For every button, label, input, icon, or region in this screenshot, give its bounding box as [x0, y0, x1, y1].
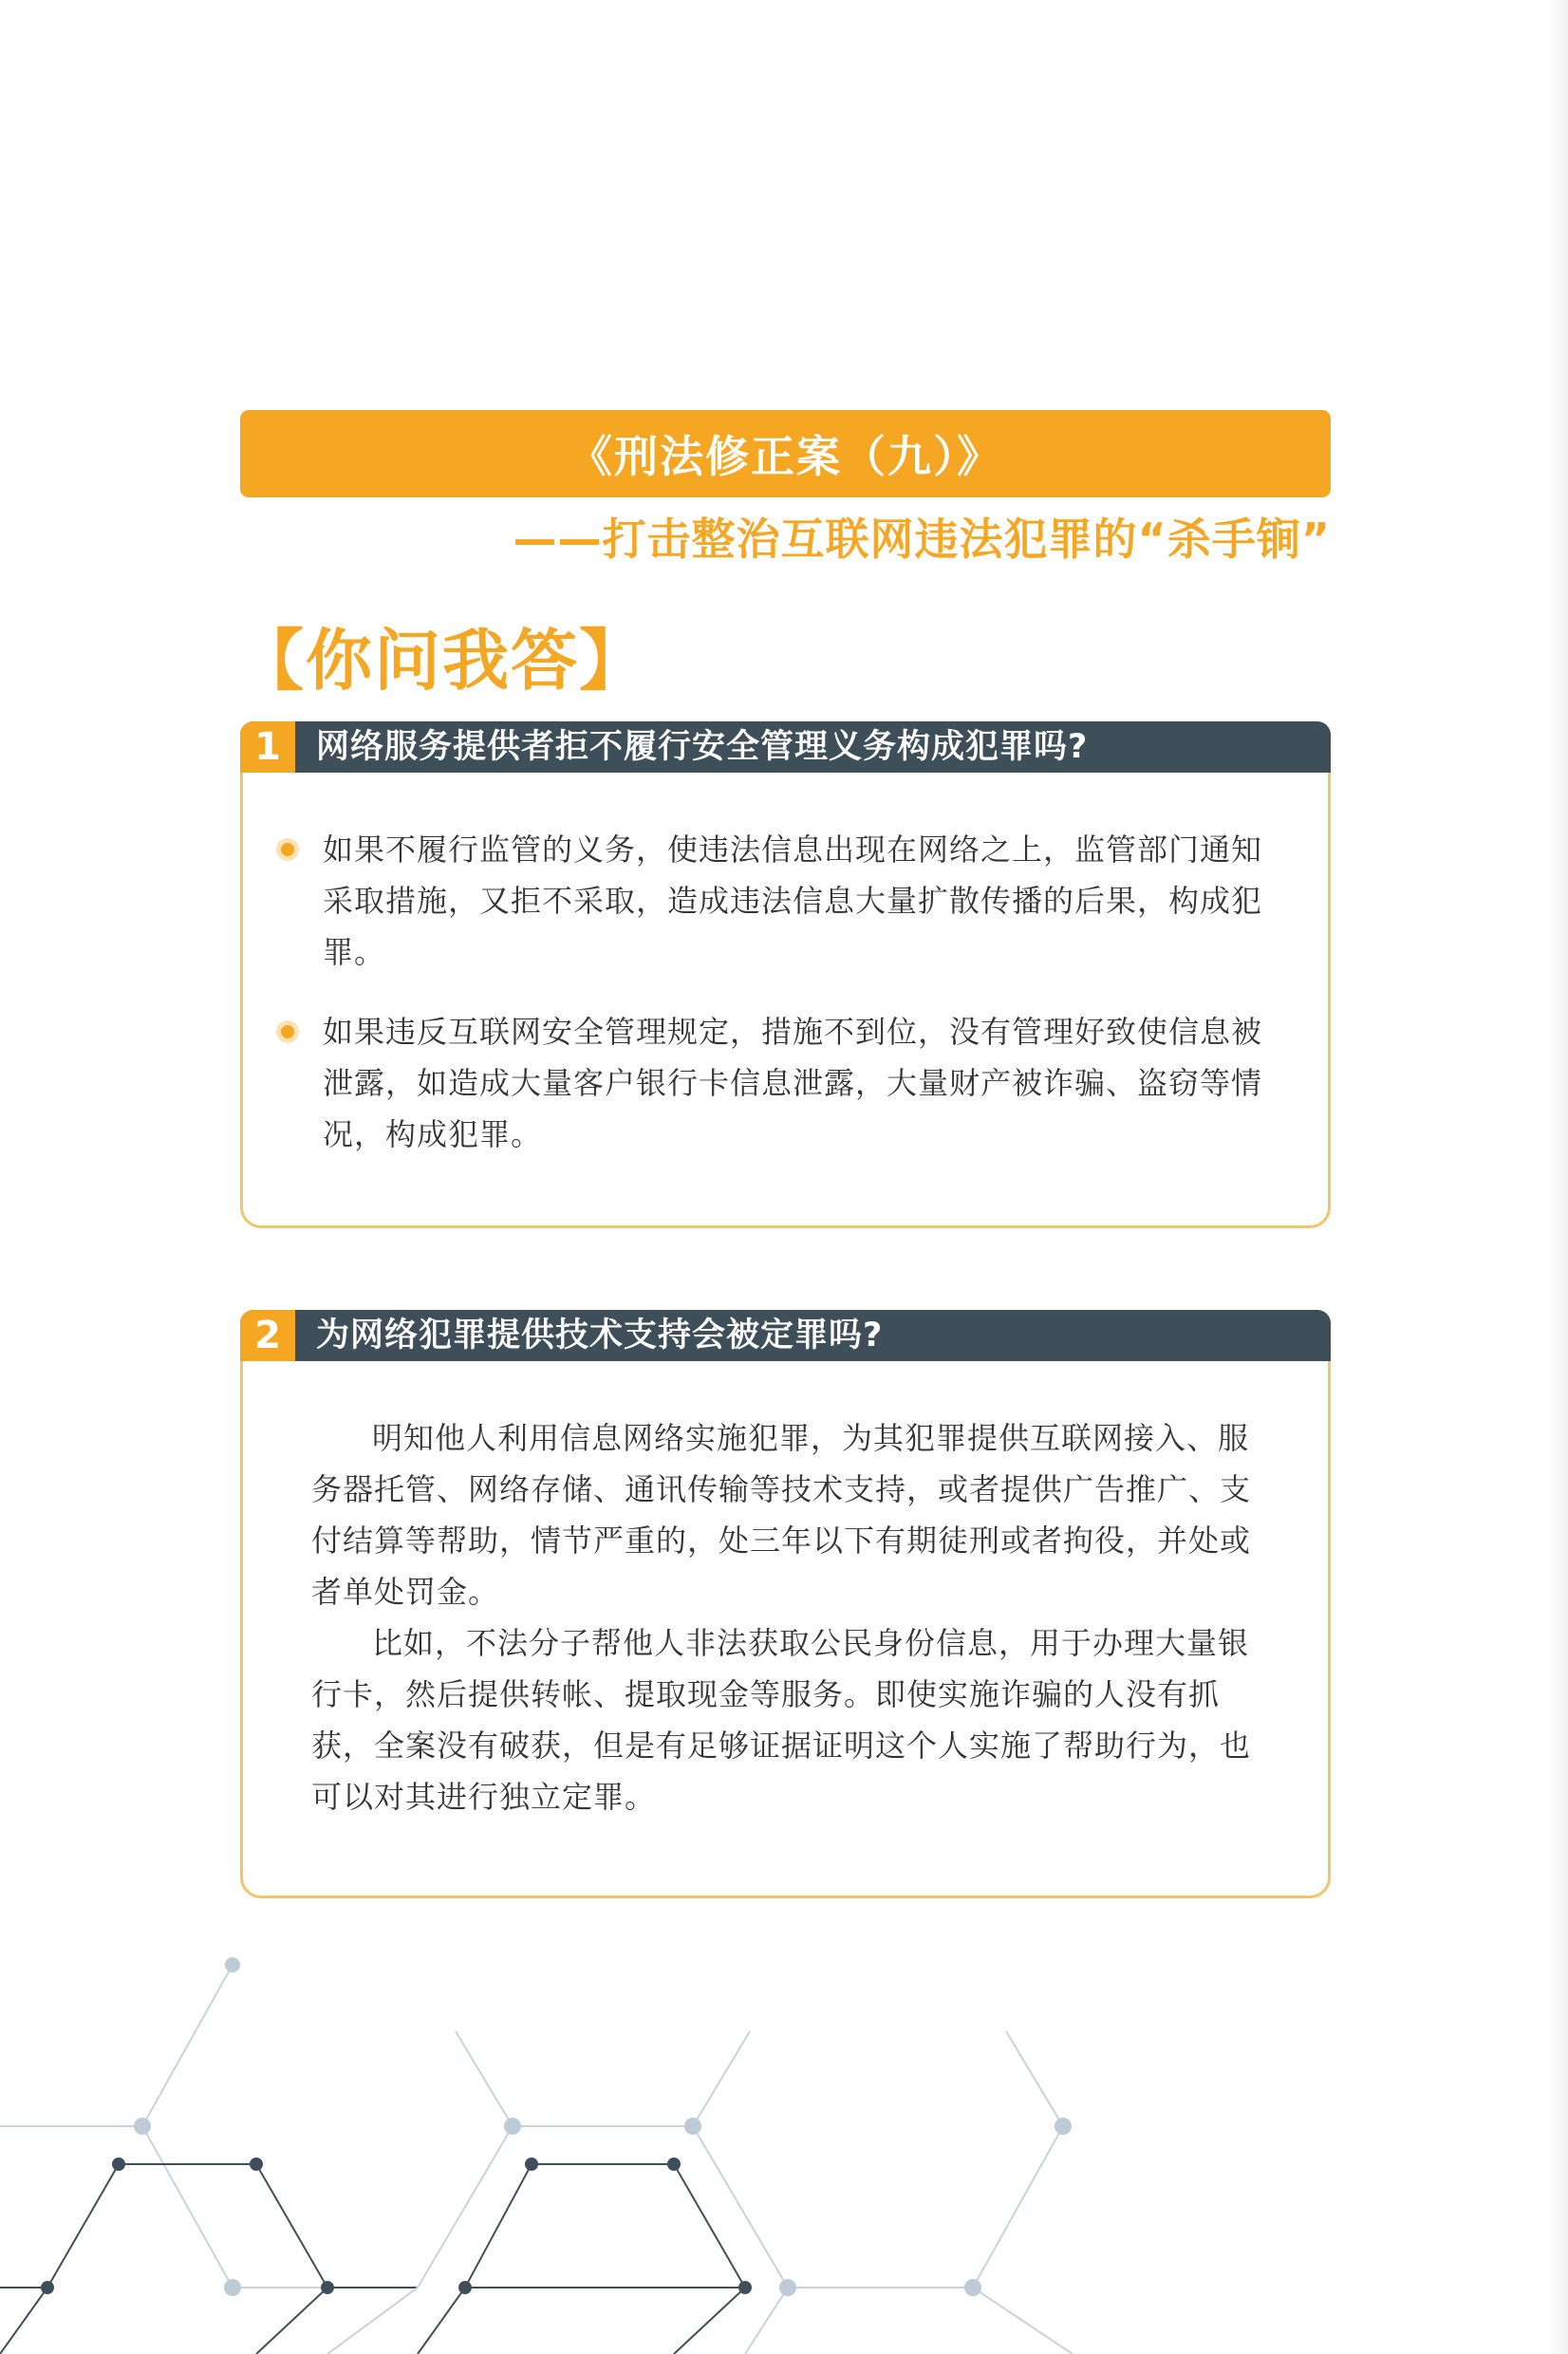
hex-node: [321, 2281, 334, 2294]
bullet-dot-icon: [281, 843, 294, 856]
hex-line: [0, 2164, 119, 2354]
question-bar: [240, 721, 1331, 773]
document-subtitle: ——打击整治互联网违法犯罪的“杀手锏”: [513, 514, 1331, 565]
question-text: 为网络犯罪提供技术支持会被定罪吗?: [316, 1317, 884, 1354]
answer-paragraphs: [311, 1412, 1270, 1822]
hex-line: [788, 2031, 1063, 2288]
hex-node: [779, 2279, 796, 2296]
hex-node: [112, 2158, 125, 2171]
hex-node: [504, 2118, 521, 2135]
section-heading: 【你问我答】: [237, 622, 647, 700]
hex-node: [134, 2118, 151, 2135]
hex-node: [458, 2281, 472, 2294]
answer-paragraph: 比如，不法分子帮他人非法获取公民身份信息，用于办理大量银行卡，然后提供转帐、提取现金等服务。即使实施诈骗的人没有抓获，全案没有破获，但是有足够证据证明这个人实施了帮助行为，也可以对其进行独立定罪。: [311, 1625, 1252, 1815]
hex-node: [250, 2158, 263, 2171]
answer-bullet-list: [281, 824, 1278, 1188]
hex-node: [525, 2158, 538, 2171]
question-number: 2: [240, 1310, 295, 1361]
hex-line: [456, 2031, 750, 2126]
hex-node: [225, 1957, 240, 1972]
question-bar: [240, 1310, 1331, 1361]
hex-node: [1055, 2118, 1072, 2135]
hex-line: [327, 2126, 513, 2354]
page-edge-shadow: [1547, 0, 1568, 2354]
question-text: 网络服务提供者拒不履行安全管理义务构成犯罪吗?: [316, 728, 1089, 766]
answer-bullet: [281, 824, 1278, 978]
hexagon-network-decoration: [0, 1936, 1547, 2354]
hex-node: [738, 2281, 752, 2294]
hex-node: [224, 2279, 241, 2296]
hex-line: [973, 2288, 1073, 2354]
bullet-dot-icon: [281, 1025, 294, 1038]
answer-paragraph: 明知他人利用信息网络实施犯罪，为其犯罪提供互联网接入、服务器托管、网络存储、通讯传输等技术支持，或者提供广告推广、支付结算等帮助，情节严重的，处三年以下有期徒刑或者拘役，并处或者单处罚金。: [311, 1420, 1252, 1610]
answer-bullet: [281, 1006, 1278, 1160]
hex-line: [745, 2288, 788, 2354]
hex-line: [532, 2164, 745, 2354]
title-banner: [240, 410, 1331, 497]
hex-node: [667, 2158, 681, 2171]
hex-line: [119, 2164, 327, 2354]
qa-card-2: [240, 1310, 1331, 1898]
hex-line: [0, 1965, 233, 2126]
qa-card-1: [240, 721, 1331, 1228]
answer-bullet-text: 如果不履行监管的义务，使违法信息出现在网络之上，监管部门通知采取措施，又拒不采取，造成违法信息大量扩散传播的后果，构成犯罪。: [323, 831, 1263, 970]
question-number: 1: [240, 721, 295, 773]
answer-bullet-text: 如果违反互联网安全管理规定，措施不到位，没有管理好致使信息被泄露，如造成大量客户银行卡信息泄露，大量财产被诈骗、盗窃等情况，构成犯罪。: [323, 1014, 1263, 1152]
hex-node: [684, 2118, 701, 2135]
hex-line: [693, 2126, 788, 2288]
document-title: 《刑法修正案（九）》: [569, 431, 1002, 482]
hex-node: [964, 2279, 981, 2296]
hex-node: [41, 2281, 54, 2294]
